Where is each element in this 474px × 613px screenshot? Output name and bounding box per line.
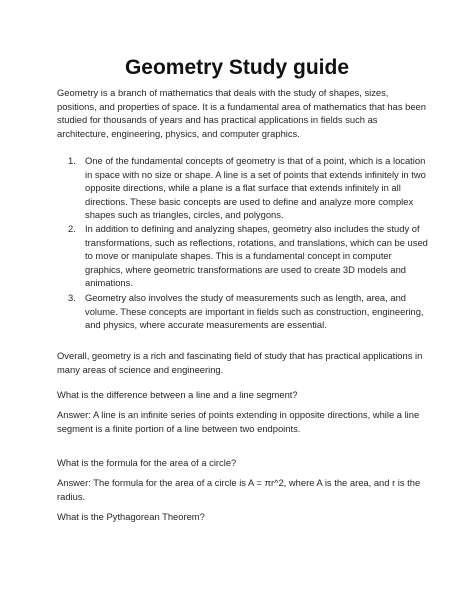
question-text: What is the formula for the area of a circle? xyxy=(57,457,237,468)
list-item-text: Geometry also involves the study of measurements such as length, area, and volume. These concepts are important in fields such as construction, engineering, and physics, where accurate measurements are essential. xyxy=(85,292,424,330)
question-text: What is the Pythagorean Theorem? xyxy=(57,511,205,522)
question-text: What is the difference between a line and a line segment? xyxy=(57,389,298,400)
page-title: Geometry Study guide xyxy=(124,56,350,79)
list-item-text: One of the fundamental concepts of geometry is that of a point, which is a location in space with no size or shape. A line is a set of points that extends infinitely in two opposite directions, while a plane is a flat surface that extends infinitely in all directions. These basic concepts are used to define and analyze more complex shapes such as triangles, circles, and polygons. xyxy=(85,155,426,220)
intro-paragraph: Geometry is a branch of mathematics that deals with the study of shapes, sizes, positions, and properties of space. It is a fundamental area of mathematics that has been studied for thousands of years and has practical applications in fields such as architecture, engineering, physics, and computer graphics. xyxy=(57,87,426,139)
answer-text: Answer: The formula for the area of a circle is A = πr^2, where A is the area, and r is the radius. xyxy=(57,477,421,502)
list-number: 2. xyxy=(68,223,76,234)
list-item-text: In addition to defining and analyzing shapes, geometry also includes the study of transformations, such as reflections, rotations, and translations, which can be used to move or manipulate shapes. This is a fundamental concept in computer graphics, where geometric transformations are used to create 3D models and animations. xyxy=(85,223,428,288)
summary-paragraph: Overall, geometry is a rich and fascinating field of study that has practical applications in many areas of science and engineering. xyxy=(57,350,423,375)
list-number: 1. xyxy=(68,155,76,166)
list-number: 3. xyxy=(68,292,76,303)
answer-text: Answer: A line is an infinite series of points extending in opposite directions, while a line segment is a finite portion of a line between two endpoints. xyxy=(57,409,420,434)
